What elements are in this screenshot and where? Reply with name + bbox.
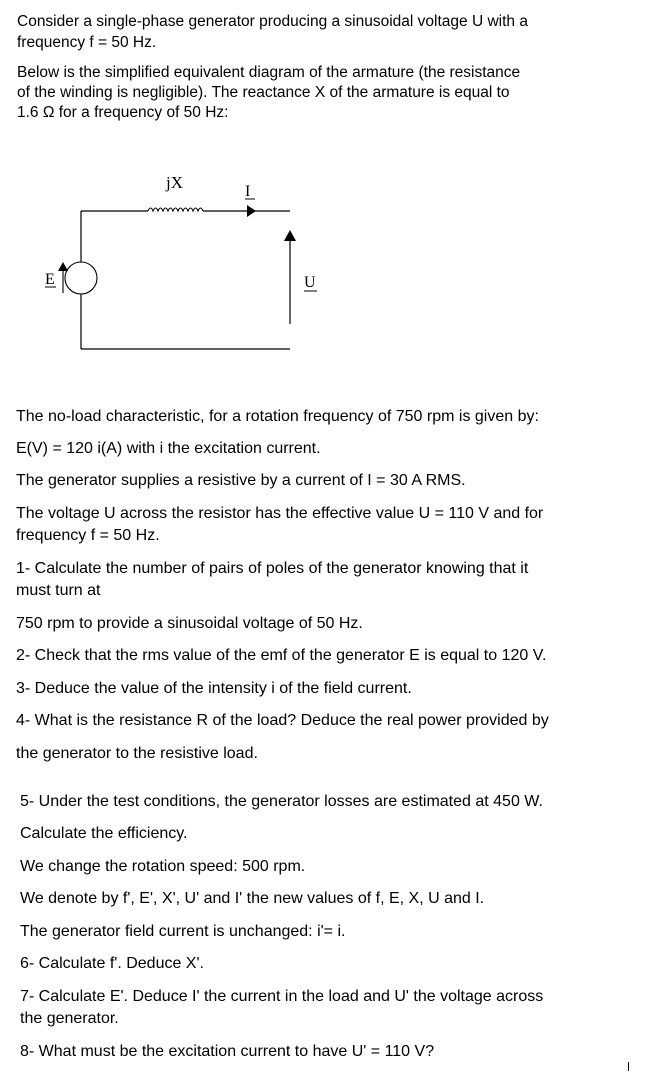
body-line: The no-load characteristic, for a rotation frequency of 750 rpm is given by: [16,408,539,425]
question-5: 5- Under the test conditions, the generator losses are estimated at 450 W. [20,793,543,810]
intro-line: Below is the simplified equivalent diagram of the armature (the resistance [17,64,521,81]
question-1-cont: must turn at [16,582,101,599]
statement-line: The generator field current is unchanged: i'= i. [20,923,346,940]
text-cursor [628,1062,629,1071]
statement-line: We change the rotation speed: 500 rpm. [20,858,306,875]
emf-source-circle [65,262,97,294]
intro-line: Consider a single-phase generator producing a sinusoidal voltage U with a [17,13,528,30]
question-5-cont: Calculate the efficiency. [20,825,188,842]
question-2: 2- Check that the rms value of the emf of the generator E is equal to 120 V. [16,647,547,664]
question-3: 3- Deduce the value of the intensity i of the field current. [16,680,412,697]
body-line: The generator supplies a resistive by a current of I = 30 A RMS. [16,472,466,489]
question-1-cont: 750 rpm to provide a sinusoidal voltage of 50 Hz. [16,615,363,632]
intro-line: frequency f = 50 Hz. [17,34,157,51]
intro-line: of the winding is negligible). The reactance X of the armature is equal to [17,84,510,101]
body-line: The voltage U across the resistor has the effective value U = 110 V and for [16,505,544,522]
question-8: 8- What must be the excitation current to have U' = 110 V? [20,1043,435,1060]
inductor-coil [148,208,203,211]
emf-arrow-head [58,262,68,271]
label-emf-e: E [45,271,55,288]
question-1: 1- Calculate the number of pairs of poles of the generator knowing that it [16,560,529,577]
current-arrow [247,205,256,217]
label-voltage-u: U [304,274,316,291]
body-line: E(V) = 120 i(A) with i the excitation current. [16,440,321,457]
question-7-cont: the generator. [20,1010,119,1027]
label-current-i: I [245,183,251,200]
statement-line: We denote by f', E', X', U' and I' the new values of f, E, X, U and I. [20,890,485,907]
question-4-cont: the generator to the resistive load. [16,745,258,762]
intro-line: 1.6 Ω for a frequency of 50 Hz: [17,104,229,121]
question-4: 4- What is the resistance R of the load? Deduce the real power provided by [16,712,549,729]
body-line: frequency f = 50 Hz. [16,527,160,544]
question-6: 6- Calculate f'. Deduce X'. [20,955,204,972]
label-jx: jX [166,173,183,192]
question-7: 7- Calculate E'. Deduce I' the current in the load and U' the voltage across [20,988,544,1005]
voltage-arrow-head [284,230,296,241]
